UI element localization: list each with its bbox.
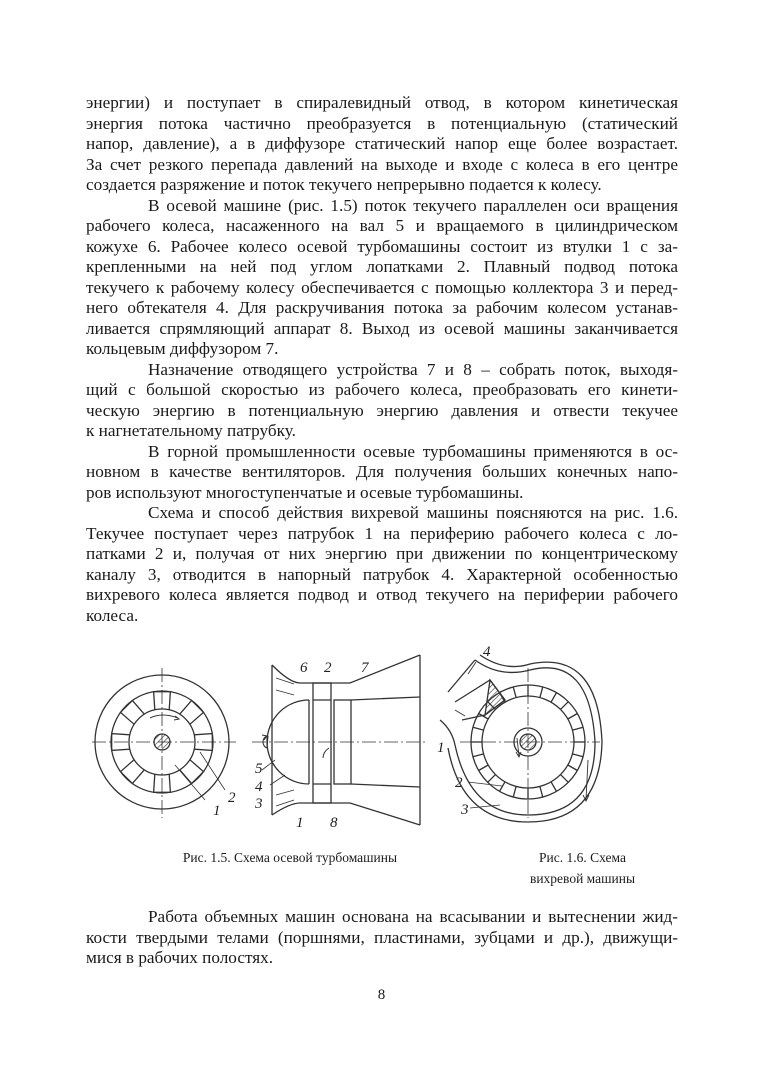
label-7: 7	[361, 660, 369, 676]
label-2: 2	[455, 775, 463, 791]
axial-fan-side-view	[252, 655, 425, 825]
text-line: ров используют многоступенчатые и осевые турбомашины.	[86, 482, 524, 502]
label-1: 1	[296, 815, 304, 831]
label-1: 1	[437, 740, 445, 756]
figure-1-6-caption-line2: вихревой машины	[529, 871, 636, 886]
text-line: крепленными на ней под углом лопатками 2. Плавный подвод потока	[86, 257, 678, 276]
label-1: 1	[213, 803, 221, 819]
blade	[180, 760, 204, 784]
vane	[551, 782, 557, 792]
body-text-top	[86, 93, 678, 626]
label-6: 6	[300, 660, 308, 676]
vane	[572, 754, 583, 757]
figure-1-6-caption-line1: Рис. 1.6. Схема	[539, 850, 626, 865]
label-4: 4	[255, 779, 263, 795]
text-line: к нагнетательному патрубку.	[86, 421, 296, 440]
text-line: новном в качестве вентиляторов. Для получения больших конечных напо-	[86, 462, 678, 481]
vane	[488, 775, 496, 783]
blade	[121, 701, 145, 725]
text-line: рабочего колеса, насаженного на вал 5 и вращаемого в цилиндрическом	[86, 216, 678, 235]
figure-1-6-caption	[500, 847, 665, 889]
vane	[540, 687, 543, 698]
text-line: Работа объемных машин основана на всасывании и вытеснении жид-	[148, 907, 678, 926]
text-line: За счет резкого перепада давлений на выходе и входе с колеса в его центре	[86, 154, 678, 174]
blade	[121, 760, 145, 784]
text-line: кости твердыми телами (поршнями, пластинами, зубцами и др.), движущи-	[86, 927, 678, 947]
label-3: 3	[255, 796, 263, 812]
vane	[473, 727, 484, 730]
text-line: него обтекателя 4. Для раскручивания потока за рабочим колесом устанав-	[86, 298, 678, 317]
vane	[561, 702, 569, 710]
text-line: кожухе 6. Рабочее колесо осевой турбомашины состоит из втулки 1 с за-	[86, 236, 678, 256]
text-line: энергии) и поступает в спиралевидный отвод, в котором кинетическая	[86, 93, 678, 112]
text-line: ческую энергию в потенциальную энергию давления и отвести текучее	[86, 400, 678, 420]
label-4: 4	[483, 644, 491, 660]
label-2: 2	[228, 790, 236, 806]
vane	[513, 687, 516, 698]
vane	[572, 727, 583, 730]
label-3: 3	[461, 802, 469, 818]
text-line: создается разряжение и поток текучего непрерывно подается к колесу.	[86, 175, 602, 194]
vane	[500, 782, 506, 792]
axial-fan-front-view	[92, 668, 236, 818]
vane	[473, 754, 484, 757]
text-line: энергия потока частично преобразуется в потенциальную (статический	[86, 113, 678, 133]
text-line: вихревого колеса является подвод и отвод текучего на периферии рабочего	[86, 585, 678, 604]
page-number: 8	[377, 987, 386, 1003]
label-8: 8	[330, 815, 338, 831]
vane	[561, 775, 569, 783]
body-text-bottom	[86, 907, 678, 969]
text-line: ливается спрямляющий аппарат 8. Выход из осевой машины заканчивается	[86, 318, 678, 338]
text-line: напор, давление), а в диффузоре статический напор еще более возрастает.	[86, 134, 678, 153]
text-line: колеса.	[86, 605, 139, 625]
vane	[513, 786, 516, 797]
figure-1-5-caption: Рис. 1.5. Схема осевой турбомашины	[182, 850, 398, 865]
text-line: Текучее поступает через патрубок 1 на периферию рабочего колеса с ло-	[86, 523, 678, 543]
vane	[479, 765, 489, 771]
text-line: патками 2 и, получая от них энергию при движении по концентрическому	[86, 544, 678, 563]
vane	[540, 786, 543, 797]
text-line: щий с большой скоростью из рабочего колеса, преобразовать его кинети-	[86, 380, 678, 399]
text-line: В осевой машине (рис. 1.5) поток текучего параллелен оси вращения	[148, 195, 678, 215]
vortex-machine-diagram	[440, 655, 602, 822]
vane	[568, 714, 578, 720]
text-line: текучего к рабочему колесу обеспечивается с помощью коллектора 3 и перед-	[86, 277, 678, 297]
label-5: 5	[255, 761, 263, 777]
text-line: В горной промышленности осевые турбомашины применяются в ос-	[148, 441, 678, 461]
blade	[180, 701, 204, 725]
text-line: Схема и способ действия вихревой машины поясняются на рис. 1.6.	[148, 503, 678, 522]
vane	[551, 693, 557, 703]
vane	[568, 765, 578, 771]
text-line: кольцевым диффузором 7.	[86, 339, 279, 358]
text-line: мися в рабочих полостях.	[86, 948, 274, 967]
figures	[0, 640, 763, 840]
label-2: 2	[324, 660, 332, 676]
text-line: Назначение отводящего устройства 7 и 8 – собрать поток, выходя-	[148, 359, 678, 379]
text-line: каналу 3, отводится в напорный патрубок 4. Характерной особенностью	[86, 564, 678, 584]
